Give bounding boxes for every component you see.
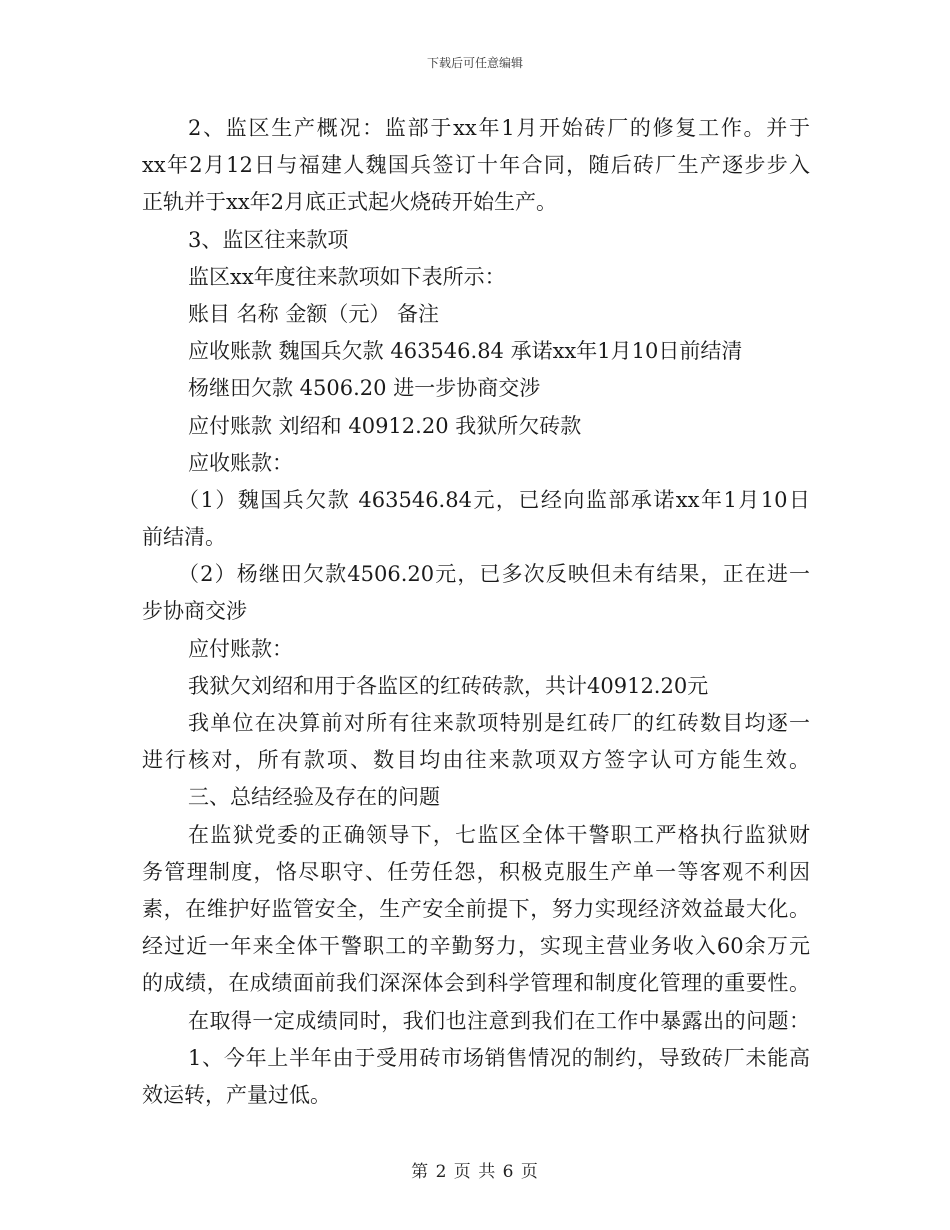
body-line: 的成绩，在成绩面前我们深深体会到科学管理和制度化管理的重要性。 — [142, 971, 810, 996]
section-heading: 三、总结经验及存在的问题 — [188, 785, 440, 810]
body-line: 进行核对，所有款项、数目均由往来款项双方签字认可方能生效。 — [142, 748, 810, 773]
body-line: 经过近一年来全体干警职工的辛勤努力，实现主营业务收入60余万元 — [142, 934, 810, 959]
table-row-line: 杨继田欠款 4506.20 进一步协商交涉 — [188, 376, 541, 401]
body-line: 监区xx年度往来款项如下表所示： — [188, 264, 506, 289]
document-body — [142, 110, 810, 1114]
body-line: 素，在维护好监管安全，生产安全前提下，努力实现经济效益最大化。 — [142, 896, 810, 921]
body-line: 步协商交涉 — [142, 599, 247, 624]
body-line: （1）魏国兵欠款 463546.84元，已经向监部承诺xx年1月10日 — [178, 487, 810, 512]
body-line: （2）杨继田欠款4506.20元，已多次反映但未有结果，正在进一 — [178, 562, 810, 587]
table-row-line: 应付账款 刘绍和 40912.20 我狱所欠砖款 — [188, 413, 582, 438]
body-line: 我狱欠刘绍和用于各监区的红砖砖款，共计40912.20元 — [188, 673, 709, 698]
body-line: 前结清。 — [142, 525, 226, 550]
body-line: 我单位在决算前对所有往来款项特别是红砖厂的红砖数目均逐一 — [188, 711, 810, 735]
table-row-line: 应收账款 魏国兵欠款 463546.84 承诺xx年1月10日前结清 — [188, 339, 743, 364]
page-footer: 第 2 页 共 6 页 — [411, 1162, 539, 1182]
page-header: 下载后可任意编辑 — [426, 56, 523, 70]
body-line: xx年2月12日与福建人魏国兵签订十年合同，随后砖厂生产逐步步入 — [142, 153, 810, 178]
body-line: 应收账款： — [188, 450, 293, 475]
body-line: 在监狱党委的正确领导下，七监区全体干警职工严格执行监狱财 — [188, 822, 810, 847]
body-line: 应付账款： — [188, 636, 293, 661]
body-line: 务管理制度，恪尽职守、任劳任怨，积极克服生产单一等客观不利因 — [142, 859, 810, 884]
body-line: 2、监区生产概况：监部于xx年1月开始砖厂的修复工作。并于 — [188, 116, 810, 140]
body-line: 1、今年上半年由于受用砖市场销售情况的制约，导致砖厂未能高 — [188, 1045, 810, 1070]
section-heading: 3、监区往来款项 — [188, 227, 349, 252]
body-line: 正轨并于xx年2月底正式起火烧砖开始生产。 — [142, 190, 558, 215]
table-header-line: 账目 名称 金额（元） 备注 — [188, 301, 440, 326]
body-line: 效运转，产量过低。 — [142, 1082, 331, 1107]
body-line: 在取得一定成绩同时，我们也注意到我们在工作中暴露出的问题： — [188, 1008, 810, 1033]
